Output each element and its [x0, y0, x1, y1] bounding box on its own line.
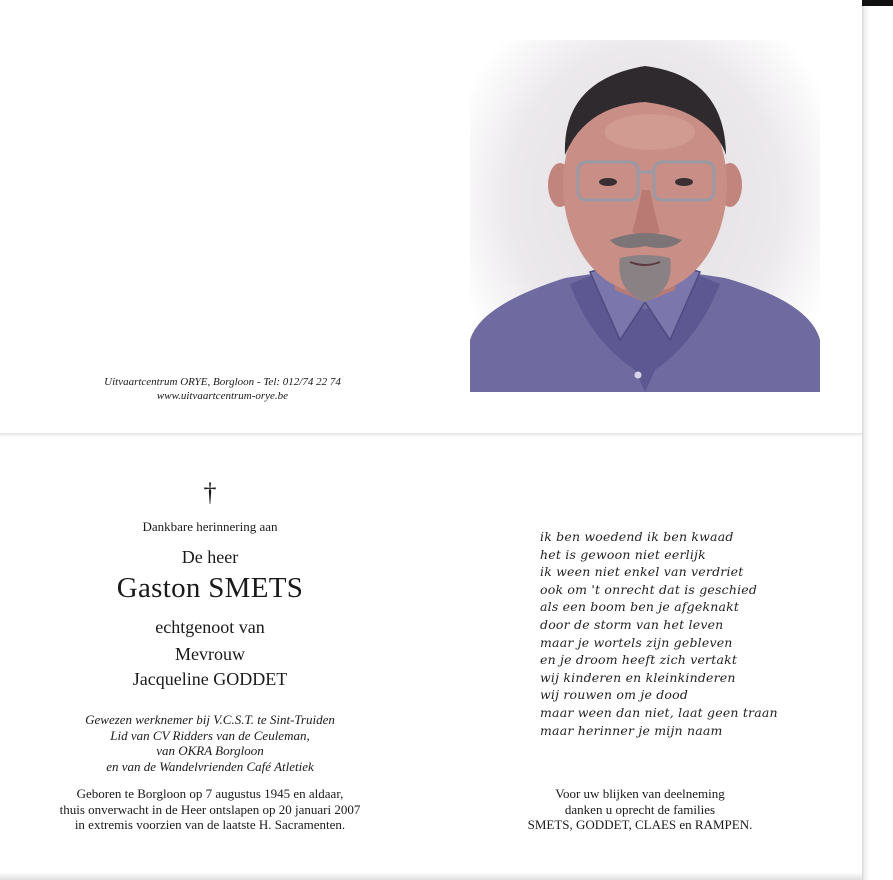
thanks-line: danken u oprecht de families — [564, 801, 716, 817]
bio-line: en van de Wandelvrienden Café Atletiek — [106, 758, 314, 774]
right-eye — [675, 178, 693, 186]
poem-line: maar herinner je mijn naam — [540, 722, 723, 738]
funeral-home-website: www.uitvaartcentrum-orye.be — [156, 390, 289, 402]
funeral-home-name-phone: Uitvaartcentrum ORYE, Borgloon - Tel: 012/74 22 74 — [104, 376, 341, 388]
poem-line: wij kinderen en kleinkinderen — [540, 669, 736, 685]
thanks-note — [500, 786, 780, 833]
poem-line: ik ween niet enkel van verdriet — [540, 564, 744, 580]
spouse-title: Mevrouw — [175, 644, 245, 664]
bio-line: Gewezen werknemer bij V.C.S.T. te Sint-Truiden — [85, 712, 335, 727]
biography — [10, 712, 410, 774]
dates-line: thuis onverwacht in de Heer ontslapen op 20 januari 2007 — [59, 801, 361, 817]
poem-line: en je droom heeft zich vertakt — [540, 652, 738, 668]
poem-line: maar ween dan niet, laat geen traan — [540, 704, 778, 720]
poem — [540, 528, 840, 739]
bio-line: van OKRA Borgloon — [156, 743, 264, 758]
cross-symbol: † — [203, 478, 217, 507]
shirt-button — [635, 372, 642, 379]
poem-line: het is gewoon niet eerlijk — [540, 546, 706, 562]
poem-line: ik ben woedend ik ben kwaad — [540, 529, 734, 544]
portrait-illustration — [470, 40, 820, 392]
thanks-line: Voor uw blijken van deelneming — [555, 786, 725, 801]
thanks-families: SMETS, GODDET, CLAES en RAMPEN. — [527, 817, 753, 832]
card-fold-line — [0, 433, 862, 437]
spouse-intro: echtgenoot van — [155, 617, 265, 637]
portrait-photo — [470, 40, 820, 392]
deceased-title: De heer — [181, 547, 239, 567]
life-dates — [10, 786, 410, 833]
scan-edge — [862, 0, 893, 880]
left-eye — [599, 178, 617, 186]
poem-line: door de storm van het leven — [540, 616, 724, 632]
bio-line: Lid van CV Ridders van de Ceuleman, — [110, 727, 310, 743]
poem-line: wij rouwen om je dood — [540, 687, 689, 703]
scan-corner — [862, 0, 893, 6]
scan-bottom-edge — [0, 872, 862, 880]
poem-line: als een boom ben je afgeknakt — [540, 599, 740, 615]
forehead-highlight — [605, 114, 695, 150]
deceased-name: Gaston SMETS — [116, 572, 304, 604]
dates-line: Geboren te Borgloon op 7 augustus 1945 en aldaar, — [76, 786, 344, 801]
spouse-name: Jacqueline GODDET — [132, 669, 288, 689]
poem-line: maar je wortels zijn gebleven — [540, 634, 733, 650]
remembrance-intro: Dankbare herinnering aan — [142, 519, 278, 534]
dates-line: in extremis voorzien van de laatste H. Sacramenten. — [74, 817, 346, 832]
funeral-home-info — [40, 375, 405, 403]
poem-line: ook om 't onrecht dat is geschied — [540, 581, 758, 597]
